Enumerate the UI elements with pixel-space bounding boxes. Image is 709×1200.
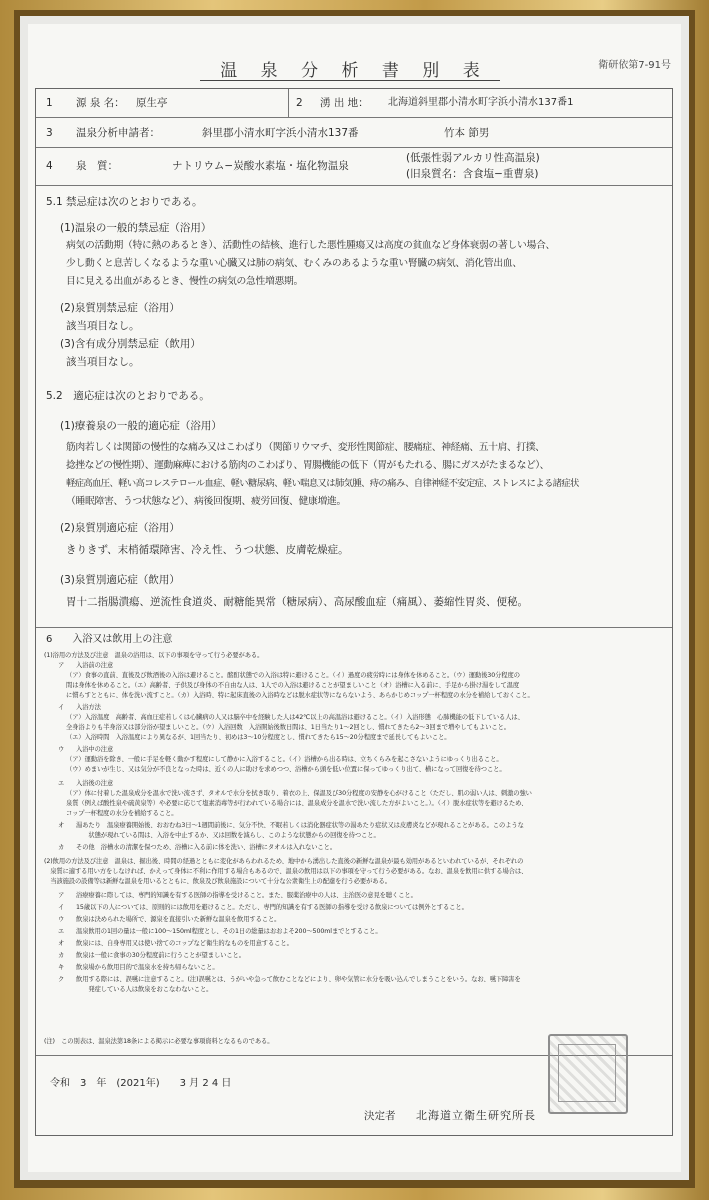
- small-line: 状態が現れている間は、入浴を中止するか、又は回数を減らし、このような状態からの回復を待つこと。: [76, 832, 380, 839]
- row3-label: 温泉分析申請者：: [76, 127, 160, 139]
- item-mark: ウ: [58, 746, 65, 753]
- item-title: 入浴方法: [76, 704, 101, 711]
- component-contraindications: (3)含有成分別禁忌症（飲用）: [60, 338, 201, 350]
- small-line: 飲用する際には、誤嚥に注意すること。(注)誤嚥とは、うがいや急って飲むことなどにより、卵や気管に水分を吸い込んでしまうことをいう。なお、嚥下障害を: [76, 976, 521, 983]
- quality-bath-indications: (2)泉質別適応症（浴用）: [60, 522, 180, 534]
- item-mark: キ: [58, 964, 65, 971]
- item-title: 入浴前の注意: [76, 662, 114, 669]
- row-divider: [36, 627, 672, 628]
- document-number: 衛研依第7-91号: [598, 60, 671, 71]
- applicant-name: 竹本 節男: [444, 127, 490, 139]
- text-line: きりきず、末梢循環障害、冷え性、うつ状態、皮膚乾燥症。: [66, 544, 349, 556]
- row-divider: [36, 117, 672, 118]
- small-line: 飲泉には、自身専用又は使い捨てのコップなど衛生的なものを用意すること。: [76, 940, 293, 947]
- item-mark: イ: [58, 704, 65, 711]
- small-line: （ア）体に付着した温泉成分を温水で洗い流さず、タオルで水分を拭き取り、着衣の上、保温及び30分程度の安静を心がけること（ただし、肌の弱い人は、刺激の強い: [66, 790, 532, 797]
- source-location: 北海道斜里郡小清水町字浜小清水137番1: [388, 97, 574, 108]
- small-line: に慣らすとともに、体を洗い流すこと。（カ）入浴時、特に起床直後の入浴時などは脱水症状等にならないよう、あらかじめコップ一杯程度の水分を補給しておくこと。: [66, 692, 534, 699]
- bath-intro: (1)浴用の方法及び注意 温泉の浴用は、以下の事項を守って行う必要がある。: [44, 652, 264, 659]
- decider-name: 北海道立衛生研究所長: [416, 1109, 536, 1122]
- item-mark: ウ: [58, 916, 65, 923]
- row1-label: 源 泉 名：: [76, 97, 125, 109]
- small-line: 飲泉は一般に食事の30分程度前に行うことが望ましいこと。: [76, 952, 245, 959]
- indications-heading: 5.2 適応症は次のとおりである。: [46, 390, 210, 402]
- item-title: 入浴後の注意: [76, 780, 114, 787]
- text-line: （睡眠障害、うつ状態など）、病後回復期、疲労回復、健康増進。: [66, 496, 347, 507]
- spring-name: 原生亭: [136, 97, 168, 109]
- item-mark: カ: [58, 844, 65, 851]
- issue-date: 令和 3 年 (2021年) 3 月 2 4 日: [50, 1078, 232, 1089]
- item-mark: ア: [58, 662, 65, 669]
- general-contraindications: (1)温泉の一般的禁忌症（浴用）: [60, 222, 212, 234]
- small-line: （エ）入浴時間 入浴温度により異なるが、1回当たり、初めは3〜10分程度とし、慣れてきたら15〜20分程度まで延長してもよいこと。: [66, 734, 451, 741]
- small-line: 飲泉場から飲用目的で温泉水を持ち帰らないこと。: [76, 964, 219, 971]
- row4-label: 泉 質：: [76, 160, 118, 172]
- row-divider: [36, 185, 672, 186]
- item-mark: オ: [58, 940, 65, 947]
- title-underline: [200, 80, 500, 81]
- row4-number: 4: [46, 160, 53, 172]
- row1-number: 1: [46, 97, 53, 109]
- item-mark: エ: [58, 928, 65, 935]
- form-table: [35, 88, 673, 1136]
- drink-intro-line: 泉質に適する用い方をしなければ、かえって身体に不利に作用する場合もあるので、温泉の飲用は以下の事項を守って行う必要がある。なお、温泉を飲用に供する場合は、: [44, 868, 528, 875]
- spring-quality-note: (低張性弱アルカリ性高温泉): [406, 152, 540, 164]
- small-line: 15歳以下の人については、原則的には飲用を避けること。ただし、専門的知識を有する医師の指導を受ける飲泉については例外とすること。: [76, 904, 468, 911]
- text-line: 少し動くと息苦しくなるような重い心臓又は肺の病気、むくみのあるような重い腎臓の病気、消化管出血、: [66, 258, 522, 269]
- small-line: その他 浴槽水の清潔を保つため、浴槽に入る前に体を洗い、浴槽にタオルは入れないこと。: [76, 844, 337, 851]
- item-mark: カ: [58, 952, 65, 959]
- text-line: 軽症高血圧、軽い高コレステロール血症、軽い糖尿病、軽い喘息又は肺気腫、痔の痛み、自律神経不安定症、ストレスによる諸症状: [66, 478, 579, 489]
- item-mark: オ: [58, 822, 65, 829]
- small-line: 飲泉は決められた場所で、源泉を直接引いた新鮮な温泉を飲用すること。: [76, 916, 281, 923]
- item-mark: ク: [58, 976, 65, 983]
- seal-inner-border: [558, 1044, 616, 1102]
- precautions-heading: 6 入浴又は飲用上の注意: [46, 634, 173, 645]
- general-indications: (1)療養泉の一般的適応症（浴用）: [60, 420, 222, 432]
- quality-drink-indications: (3)泉質別適応症（飲用）: [60, 574, 180, 586]
- official-seal-stamp: [548, 1034, 628, 1114]
- small-line: 発症している人は飲泉をおこなわないこと。: [76, 986, 213, 993]
- spring-quality: ナトリウム−炭酸水素塩・塩化物温泉: [172, 160, 349, 172]
- text-line: 病気の活動期（特に熱のあるとき）、活動性の結核、進行した悪性腫瘍又は高度の貧血など身体衰弱の著しい場合、: [66, 240, 555, 251]
- drink-intro-line: (2)飲用の方法及び注意 温泉は、掘出後、時間の経過とともに変化があらわれるため、地中から湧出した直後の新鮮な温泉が最も効用があるといわれているが、それぞれの: [44, 858, 524, 865]
- document-title: 温 泉 分 析 書 別 表: [220, 61, 489, 81]
- item-mark: ア: [58, 892, 65, 899]
- text-line: 該当項目なし。: [66, 356, 140, 368]
- small-line: 温泉飲用の1回の量は一般に100〜150ml程度とし、その1日の総量はおおよそ200〜500mlまでとすること。: [76, 928, 382, 935]
- decider-label: 決定者: [364, 1110, 396, 1122]
- document-sheet: [28, 24, 681, 1172]
- text-line: 筋肉若しくは関節の慢性的な痛み又はこわばり（関節リウマチ、変形性関節症、腰痛症、神経痛、五十肩、打撲、: [66, 442, 545, 453]
- small-line: 浴療療養に際しては、専門的知識を有する医師の指導を受けること。また、服薬治療中の人は、主治医の意見を聴くこと。: [76, 892, 417, 899]
- footnote: (注) この別表は、温泉法第18条による掲示に必要な事項資料となるものである。: [44, 1038, 274, 1045]
- contraindications-heading: 5.1 禁忌症は次のとおりである。: [46, 196, 203, 208]
- row3-number: 3: [46, 127, 53, 139]
- small-line: 全身浴よりも半身浴又は部分浴が望ましいこと。（ウ）入浴回数 入浴開始後数日間は、1日当たり1〜2回とし、慣れてきたら2〜3回まで増やしてもよいこと。: [66, 724, 510, 731]
- small-line: 泉質（例えば酸性泉や硫黄泉等）や必要に応じて塩素消毒等が行われている場合には、温泉成分を温水で洗い流した方がよいこと。）。（イ）脱水症状等を避けるため、: [66, 800, 528, 807]
- text-line: 該当項目なし。: [66, 320, 140, 332]
- small-line: （ウ）めまいが生じ、又は気分が不良となった時は、近くの人に助けを求めつつ、浴槽から頭を低い位置に保ってゆっくり出て、横になって回復を待つこと。: [66, 766, 506, 773]
- applicant-address: 斜里郡小清水町字浜小清水137番: [202, 127, 359, 139]
- old-spring-name: (旧泉質名：含食塩−重曹泉): [406, 168, 539, 180]
- text-line: 捻挫などの慢性期）、運動麻痺における筋肉のこわばり、胃腸機能の低下（胃がもたれる、腸にガスがたまるなど）、: [66, 460, 549, 471]
- small-line: （ア）食事の直前、直後及び飲酒後の入浴は避けること。酩酊状態での入浴は特に避けること。（イ）過度の疲労時には身体を休めること。（ウ）運動後30分程度の: [66, 672, 520, 679]
- text-line: 胃十二指腸潰瘍、逆流性食道炎、耐糖能異常（糖尿病）、高尿酸血症（痛風）、萎縮性胃炎、便秘。: [66, 596, 528, 608]
- column-divider: [288, 89, 289, 117]
- small-line: （ア）運動浴を除き、一般に手足を軽く動かす程度にして静かに入浴すること。（イ）浴槽から出る時は、立ちくらみを起こさないようにゆっくり出ること。: [66, 756, 503, 763]
- row2-number: 2: [296, 97, 303, 109]
- item-mark: イ: [58, 904, 65, 911]
- row-divider: [36, 147, 672, 148]
- row2-label: 湧 出 地：: [320, 97, 369, 109]
- text-line: 目に見える出血があるとき、慢性の病気の急性増悪期。: [66, 276, 304, 287]
- small-line: コップ一杯程度の水分を補給すること。: [66, 810, 178, 817]
- small-line: （ア）入浴温度 高齢者、高血圧症若しくは心臓病の人又は脳卒中を経験した人は42℃以上の高温浴は避けること。（イ）入浴形態 心肺機能の低下している人は、: [66, 714, 524, 721]
- drink-intro-line: 当該施設の設備等は新鮮な温泉を用いるとともに、飲泉及び飲泉施設について十分な公衆衛生上の配慮を行う必要がある。: [44, 878, 391, 885]
- small-line: 湯あたり 温泉療養開始後、おおむね3日〜1週間前後に、気分不快、不眠若しくは消化器症状等の湯あたり症状又は皮膚炎などが現れることがある。このような: [76, 822, 524, 829]
- item-mark: エ: [58, 780, 65, 787]
- item-title: 入浴中の注意: [76, 746, 114, 753]
- small-line: 間は身体を休めること。（エ）高齢者、子供及び身体の不自由な人は、1人での入浴は避けることが望ましいこと（オ）浴槽に入る前に、手足から掛け湯をして温度: [66, 682, 520, 689]
- quality-contraindications: (2)泉質別禁忌症（浴用）: [60, 302, 180, 314]
